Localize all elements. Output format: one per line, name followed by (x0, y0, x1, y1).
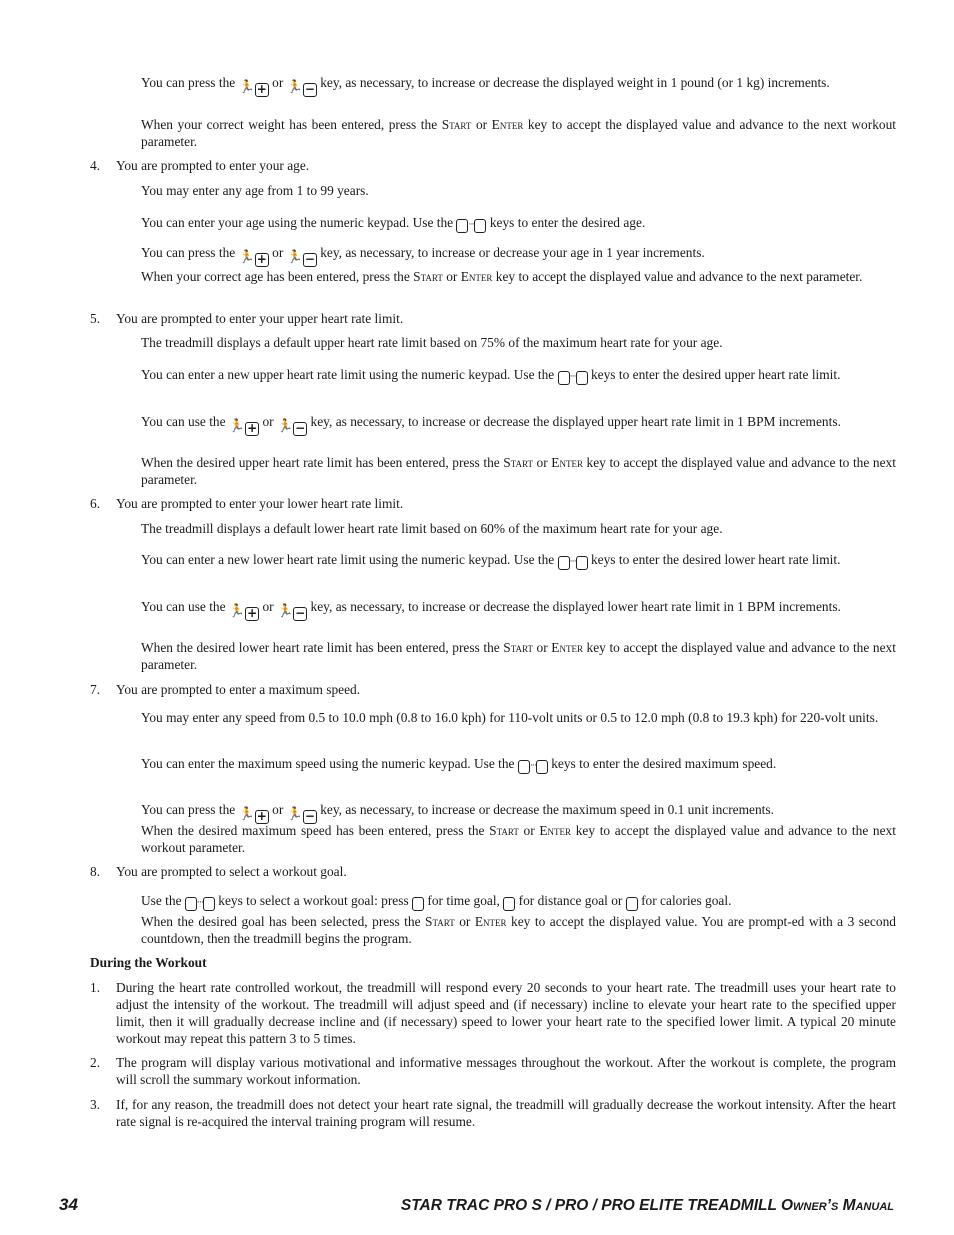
text: or (272, 245, 284, 260)
enter-key-label: Enter (551, 640, 583, 655)
text: When the desired maximum speed has been entered, press the (141, 823, 485, 838)
text: The treadmill displays a default upper heart rate limit based on 75% of the maximum heart rate for your age. (141, 335, 723, 350)
text: When your correct age has been entered, press the (141, 269, 410, 284)
text: You can enter a new lower heart rate limit using the numeric keypad. Use the (141, 552, 555, 567)
text: or (446, 269, 458, 284)
time-goal-key-icon (412, 896, 424, 913)
text: or (536, 640, 548, 655)
age-accept-paragraph (141, 268, 896, 285)
age-range-paragraph (141, 182, 896, 199)
step-text: You are prompted to enter a maximum speed. (116, 682, 361, 697)
footer-title-main: STAR TRAC PRO S / PRO / PRO ELITE TREADMILL (400, 1197, 777, 1214)
step-number: 6. (90, 496, 101, 511)
runner-minus-key-icon: 🏃 − (286, 807, 315, 823)
section-heading: During the Workout (90, 955, 207, 970)
goal-accept-paragraph (141, 913, 896, 947)
start-key-label: Start (441, 117, 472, 132)
text: The treadmill displays a default lower heart rate limit based on 60% of the maximum heart rate for your age. (141, 521, 723, 536)
list-text: During the heart rate controlled workout, the treadmill will respond every 20 seconds to your heart rate. The treadmill uses your heart rate to adjust the intensity of the workout. The treadmill will adjust speed and (if necessary) incline to elevate your heart rate to the specified upper limit, then it will gradually decrease incline and (if necessary) speed to lower your heart rate to the specified lower limit. A typical 20 minute workout may repeat this pattern 3 to 5 times. (116, 980, 896, 1046)
text: Use the (141, 893, 182, 908)
upper-keypad-paragraph (141, 364, 896, 390)
enter-key-label: Enter (491, 117, 524, 132)
list-number: 3. (90, 1097, 101, 1112)
numeric-keypad-range-icon: ··· (558, 365, 588, 390)
list-number: 2. (90, 1055, 101, 1070)
text: You may enter any age from 1 to 99 years. (141, 183, 369, 198)
runner-plus-key-icon: 🏃 + (238, 80, 267, 96)
text: or (262, 414, 274, 429)
text: keys to select a workout goal: press (218, 893, 409, 908)
age-keys-paragraph (141, 244, 896, 267)
footer-title (401, 1197, 894, 1214)
numeric-keypad-range-icon: ··· (518, 755, 548, 778)
text: You can enter your age using the numeric keypad. Use the (141, 215, 454, 230)
text: key, as necessary, to increase or decrease the displayed upper heart rate limit in 1 BPM increments. (310, 414, 841, 429)
text: or (459, 914, 471, 929)
enter-key-label: Enter (474, 914, 507, 929)
text: You can enter a new upper heart rate limit using the numeric keypad. Use the (141, 367, 555, 382)
enter-key-label: Enter (551, 455, 583, 470)
text: for distance goal or (518, 893, 623, 908)
text: You can press the (141, 245, 236, 260)
speed-accept-paragraph (141, 822, 896, 856)
text: You can use the (141, 599, 226, 614)
text: When your correct weight has been entered, press the (141, 117, 438, 132)
footer-title-sub: Owner’s Manual (780, 1197, 894, 1214)
step-number: 4. (90, 158, 101, 173)
enter-key-label: Enter (539, 823, 572, 838)
step-number: 5. (90, 311, 101, 326)
text: key to accept the displayed value. You are prompt-ed with a 3 second countdown, then the treadmill begins the program. (141, 914, 896, 946)
runner-minus-key-icon: 🏃 − (286, 80, 315, 96)
text: or (475, 117, 488, 132)
list-text: If, for any reason, the treadmill does not detect your heart rate signal, the treadmill will gradually decrease the workout intensity. After the heart rate signal is re-acquired the interval training program will resume. (116, 1097, 896, 1129)
numeric-keypad-range-icon: ··· (456, 216, 486, 235)
text: or (536, 455, 548, 470)
text: key to accept the displayed value and advance to the next parameter. (141, 455, 896, 487)
text: You can press the (141, 802, 236, 817)
text: You can use the (141, 414, 226, 429)
speed-range-paragraph (141, 708, 896, 727)
lower-default-paragraph (141, 520, 896, 537)
runner-minus-key-icon: 🏃 − (286, 250, 315, 266)
text: key to accept the displayed value and advance to the next parameter. (495, 269, 863, 284)
text: When the desired upper heart rate limit has been entered, press the (141, 455, 500, 470)
text: key, as necessary, to increase or decrease the displayed lower heart rate limit in 1 BPM increments. (310, 599, 841, 614)
start-key-label: Start (413, 269, 443, 284)
text: When the desired lower heart rate limit has been entered, press the (141, 640, 500, 655)
age-keypad-paragraph (141, 214, 896, 235)
runner-plus-key-icon: 🏃 + (238, 250, 267, 266)
runner-plus-key-icon: 🏃 + (238, 807, 267, 823)
enter-key-label: Enter (460, 269, 493, 284)
runner-minus-key-icon: 🏃 − (276, 419, 306, 435)
text: key, as necessary, to increase or decrease the maximum speed in 0.1 unit increments. (320, 802, 774, 817)
text: keys to enter the desired upper heart rate limit. (590, 367, 841, 382)
step-number: 8. (90, 864, 101, 879)
weight-keys-paragraph (141, 74, 896, 97)
text: or (523, 823, 535, 838)
step-number: 7. (90, 682, 101, 697)
list-text: The program will display various motivational and informative messages throughout the workout. After the workout is complete, the program will scroll the summary workout information. (116, 1055, 896, 1087)
speed-keypad-paragraph (141, 754, 896, 778)
text: keys to enter the desired maximum speed. (551, 756, 777, 771)
start-key-label: Start (503, 455, 533, 470)
upper-accept-paragraph (141, 454, 896, 488)
weight-accept-paragraph (141, 116, 896, 150)
text: for calories goal. (641, 893, 732, 908)
text: When the desired goal has been selected, press the (141, 914, 421, 929)
numeric-keypad-range-icon: ··· (558, 550, 588, 575)
step-text: You are prompted to enter your lower heart rate limit. (116, 496, 404, 511)
goal-keys-paragraph (141, 892, 896, 913)
text: You can press the (141, 75, 236, 90)
text: or (272, 802, 284, 817)
text: key to accept the displayed value and advance to the next workout parameter. (141, 117, 897, 149)
list-number: 1. (90, 980, 101, 995)
start-key-label: Start (489, 823, 519, 838)
text: or (272, 75, 284, 90)
step-text: You are prompted to enter your age. (116, 158, 310, 173)
lower-accept-paragraph (141, 639, 896, 673)
step-text: You are prompted to enter your upper heart rate limit. (116, 311, 404, 326)
text: You may enter any speed from 0.5 to 10.0 mph (0.8 to 16.0 kph) for 110-volt units or 0.5 to 12.0 mph (0.8 to 19.3 kph) for 220-volt units. (141, 710, 879, 725)
speed-keys-paragraph (141, 801, 896, 824)
runner-plus-key-icon: 🏃 + (228, 419, 258, 435)
text: key, as necessary, to increase or decrease the displayed weight in 1 pound (or 1 kg) increments. (320, 75, 830, 90)
distance-goal-key-icon (503, 896, 515, 913)
start-key-label: Start (425, 914, 455, 929)
text: You can enter the maximum speed using the numeric keypad. Use the (141, 756, 515, 771)
lower-keypad-paragraph (141, 549, 896, 575)
page-number: 34 (59, 1195, 78, 1214)
start-key-label: Start (503, 640, 533, 655)
step-text: You are prompted to select a workout goal. (116, 864, 347, 879)
text: key to accept the displayed value and advance to the next parameter. (141, 640, 896, 672)
numeric-keypad-range-icon: ··· (185, 894, 215, 913)
upper-default-paragraph (141, 334, 896, 351)
text: or (262, 599, 274, 614)
calories-goal-key-icon (626, 896, 638, 913)
text: keys to enter the desired lower heart rate limit. (590, 552, 841, 567)
text: for time goal, (427, 893, 500, 908)
upper-keys-paragraph (141, 413, 896, 436)
runner-minus-key-icon: 🏃 − (276, 604, 306, 620)
lower-keys-paragraph (141, 598, 896, 621)
text: key, as necessary, to increase or decrease your age in 1 year increments. (320, 245, 705, 260)
runner-plus-key-icon: 🏃 + (228, 604, 258, 620)
text: key to accept the displayed value and advance to the next workout parameter. (141, 823, 896, 855)
text: keys to enter the desired age. (489, 215, 646, 230)
